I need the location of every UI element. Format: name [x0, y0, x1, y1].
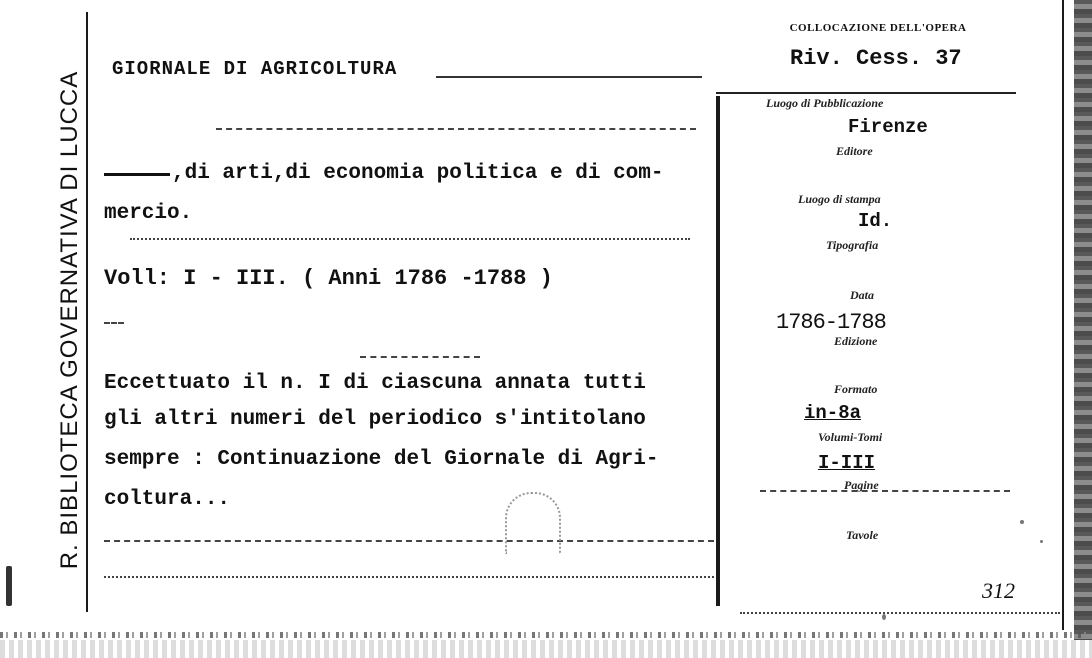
- label-luogo-pubblicazione: Luogo di Pubblicazione: [766, 96, 884, 110]
- right-edge-rule: [1062, 0, 1064, 630]
- periodical-title: GIORNALE DI AGRICOLTURA: [112, 58, 398, 80]
- label-formato: Formato: [834, 382, 878, 396]
- volumes-line: Voll: I - III. ( Anni 1786 -1788 ): [104, 266, 553, 291]
- label-volumi-tomi: Volumi-Tomi: [818, 430, 883, 444]
- right-margin-rule: [716, 96, 720, 606]
- panel-heading: COLLOCAZIONE DELL'OPERA: [789, 22, 967, 34]
- library-stamp: R. BIBLIOTECA GOVERNATIVA DI LUCCA: [56, 70, 83, 570]
- note-line-4: coltura...: [104, 488, 231, 511]
- scan-bottom-noise: [0, 632, 1092, 638]
- value-volumi-tomi: I-III: [818, 452, 876, 474]
- value-formato: in-8a: [804, 402, 862, 424]
- dashed-line: [104, 540, 714, 542]
- panel-top-rule: [716, 92, 1016, 94]
- dashed-line: [104, 322, 124, 324]
- description-line-2: mercio.: [104, 202, 193, 225]
- note-line-3: sempre : Continuazione del Giornale di Agri-: [104, 448, 659, 471]
- note-line-1: Eccettuato il n. I di ciascuna annata tutti: [104, 372, 646, 395]
- scan-speck: [1040, 540, 1043, 543]
- dashed-line: [740, 612, 1060, 614]
- scan-edge-shadow: [1074, 0, 1092, 658]
- dashed-line: [130, 238, 690, 240]
- blank-underline: [104, 173, 170, 176]
- label-data: Data: [850, 288, 874, 302]
- label-luogo-stampa: Luogo di stampa: [798, 192, 881, 206]
- value-data: 1786-1788: [776, 310, 886, 335]
- value-luogo-stampa: Id.: [858, 210, 893, 232]
- dashed-line: [216, 128, 696, 130]
- label-editore: Editore: [836, 144, 873, 158]
- ink-smudge: [505, 492, 561, 554]
- value-luogo-pubblicazione: Firenze: [848, 116, 928, 138]
- dashed-line: [760, 490, 1010, 492]
- label-edizione: Edizione: [834, 334, 878, 348]
- dashed-line: [436, 76, 702, 78]
- scan-speck: [882, 614, 886, 620]
- page-number: 312: [982, 578, 1015, 603]
- scan-bottom-band: [0, 640, 1092, 658]
- scan-speck: [1020, 520, 1024, 524]
- label-tipografia: Tipografia: [826, 238, 879, 252]
- left-margin-rule: [86, 12, 88, 612]
- label-pagine: Pagine: [844, 478, 879, 492]
- label-tavole: Tavole: [846, 528, 879, 542]
- shelfmark: Riv. Cess. 37: [790, 46, 962, 71]
- note-line-2: gli altri numeri del periodico s'intitolano: [104, 408, 646, 431]
- scan-speck: [6, 566, 12, 606]
- description-line-1: ,di arti,di economia politica e di com-: [104, 162, 663, 185]
- dashed-line: [360, 356, 480, 358]
- dashed-line: [104, 576, 714, 578]
